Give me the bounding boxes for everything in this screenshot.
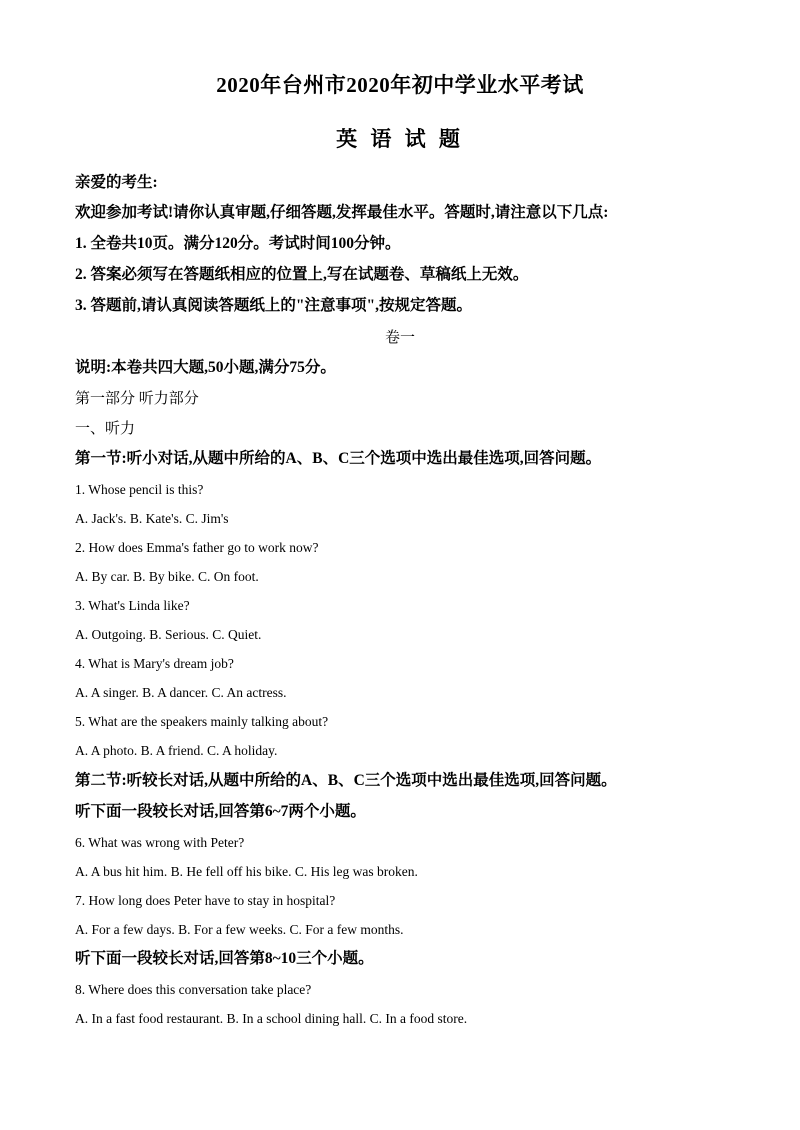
subsection-heading: 第一节:听小对话,从题中所给的A、B、C三个选项中选出最佳选项,回答问题。 (75, 450, 602, 467)
greeting: 亲爱的考生: (75, 174, 158, 191)
subsection-heading: 第二节:听较长对话,从题中所给的A、B、C三个选项中选出最佳选项,回答问题。 (75, 772, 617, 789)
exam-title: 2020年台州市2020年初中学业水平考试 (216, 73, 584, 97)
question-5: 5. What are the speakers mainly talking about? (75, 714, 329, 729)
question-3: 3. What's Linda like? (75, 598, 190, 613)
options-1: A. Jack's. B. Kate's. C. Jim's (75, 511, 229, 526)
options-6: A. A bus hit him. B. He fell off his bike. C. His leg was broken. (75, 864, 418, 879)
options-3: A. Outgoing. B. Serious. C. Quiet. (75, 627, 262, 642)
question-1: 1. Whose pencil is this? (75, 482, 204, 497)
options-8: A. In a fast food restaurant. B. In a school dining hall. C. In a food store. (75, 1011, 468, 1026)
instruction-item: 3. 答题前,请认真阅读答题纸上的"注意事项",按规定答题。 (75, 297, 472, 314)
section-title: 一、听力 (75, 421, 136, 437)
question-4: 4. What is Mary's dream job? (75, 656, 234, 671)
instruction-item: 1. 全卷共10页。满分120分。考试时间100分钟。 (75, 235, 401, 252)
instructions-intro: 欢迎参加考试!请你认真审题,仔细答题,发挥最佳水平。答题时,请注意以下几点: (75, 204, 609, 221)
question-2: 2. How does Emma's father go to work now? (75, 540, 319, 555)
volume-description: 说明:本卷共四大题,50小题,满分75分。 (75, 359, 336, 376)
options-4: A. A singer. B. A dancer. C. An actress. (75, 685, 287, 700)
question-7: 7. How long does Peter have to stay in hospital? (75, 893, 336, 908)
question-8: 8. Where does this conversation take place? (75, 982, 312, 997)
part-title: 第一部分 听力部分 (75, 391, 199, 407)
dialog-note: 听下面一段较长对话,回答第8~10三个小题。 (75, 950, 374, 967)
exam-subtitle: 英 语 试 题 (336, 127, 464, 151)
instruction-item: 2. 答案必须写在答题纸相应的位置上,写在试题卷、草稿纸上无效。 (75, 266, 529, 283)
options-5: A. A photo. B. A friend. C. A holiday. (75, 743, 278, 758)
options-7: A. For a few days. B. For a few weeks. C. For a few months. (75, 922, 404, 937)
options-2: A. By car. B. By bike. C. On foot. (75, 569, 259, 584)
dialog-note: 听下面一段较长对话,回答第6~7两个小题。 (75, 803, 366, 820)
volume-label: 卷一 (384, 330, 415, 346)
question-6: 6. What was wrong with Peter? (75, 835, 245, 850)
